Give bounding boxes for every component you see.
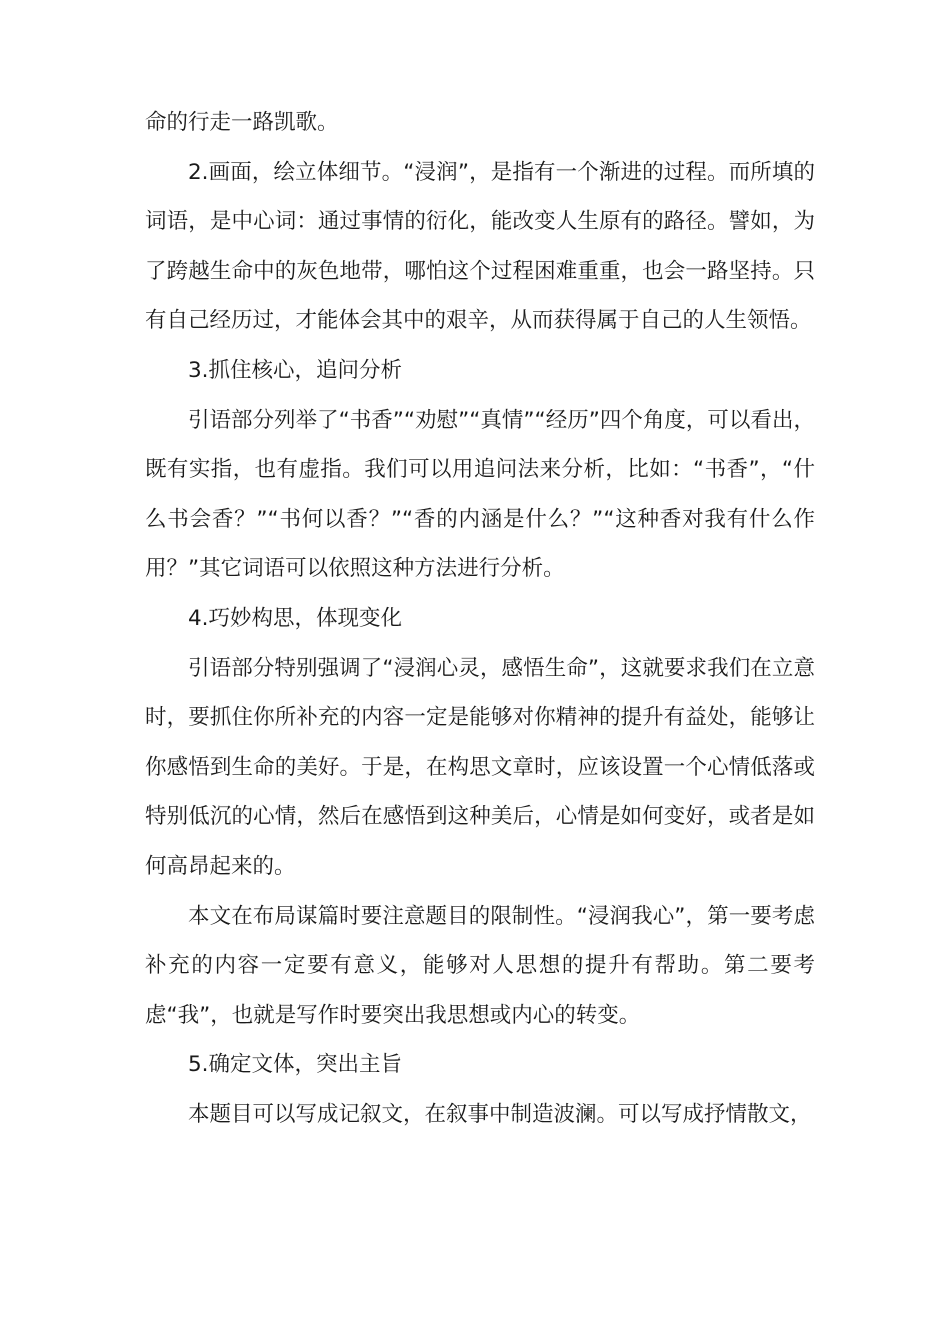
paragraph-layout-note: 本文在布局谋篇时要注意题目的限制性。“浸润我心”，第一要考虑补充的内容一定要有意义，能够对人思想的提升有帮助。第二要考虑“我”，也就是写作时要突出我思想或内心的转变。 [145, 903, 815, 1028]
heading-point-3: 3.抓住核心，追问分析 [188, 357, 403, 383]
document-body [145, 98, 815, 1139]
paragraph-continuation: 命的行走一路凯歌。 [145, 110, 339, 135]
paragraph-point-2: 2.画面，绘立体细节。“浸润”，是指有一个渐进的过程。而所填的词语，是中心词：通过事情的衍化，能改变人生原有的路径。譬如，为了跨越生命中的灰色地带，哪怕这个过程困难重重，也会一路坚持。只有自己经历过，才能体会其中的艰辛，从而获得属于自己的人生领悟。 [145, 159, 815, 334]
heading-point-4: 4.巧妙构思，体现变化 [188, 605, 403, 631]
paragraph-point-5: 本题目可以写成记叙文，在叙事中制造波澜。可以写成抒情散文， [188, 1101, 812, 1127]
paragraph-point-3: 引语部分列举了“书香”“劝慰”“真情”“经历”四个角度，可以看出，既有实指，也有虚指。我们可以用追问法来分析，比如：“书香”，“什么书会香？”“书何以香？”“香的内涵是什么？”“这种香对我有什么作用？”其它词语可以依照这种方法进行分析。 [145, 407, 815, 582]
paragraph-point-4: 引语部分特别强调了“浸润心灵，感悟生命”，这就要求我们在立意时，要抓住你所补充的内容一定是能够对你精神的提升有益处，能够让你感悟到生命的美好。于是，在构思文章时，应该设置一个心情低落或特别低沉的心情，然后在感悟到这种美后，心情是如何变好，或者是如何高昂起来的。 [145, 655, 815, 879]
heading-point-5: 5.确定文体，突出主旨 [188, 1052, 403, 1078]
